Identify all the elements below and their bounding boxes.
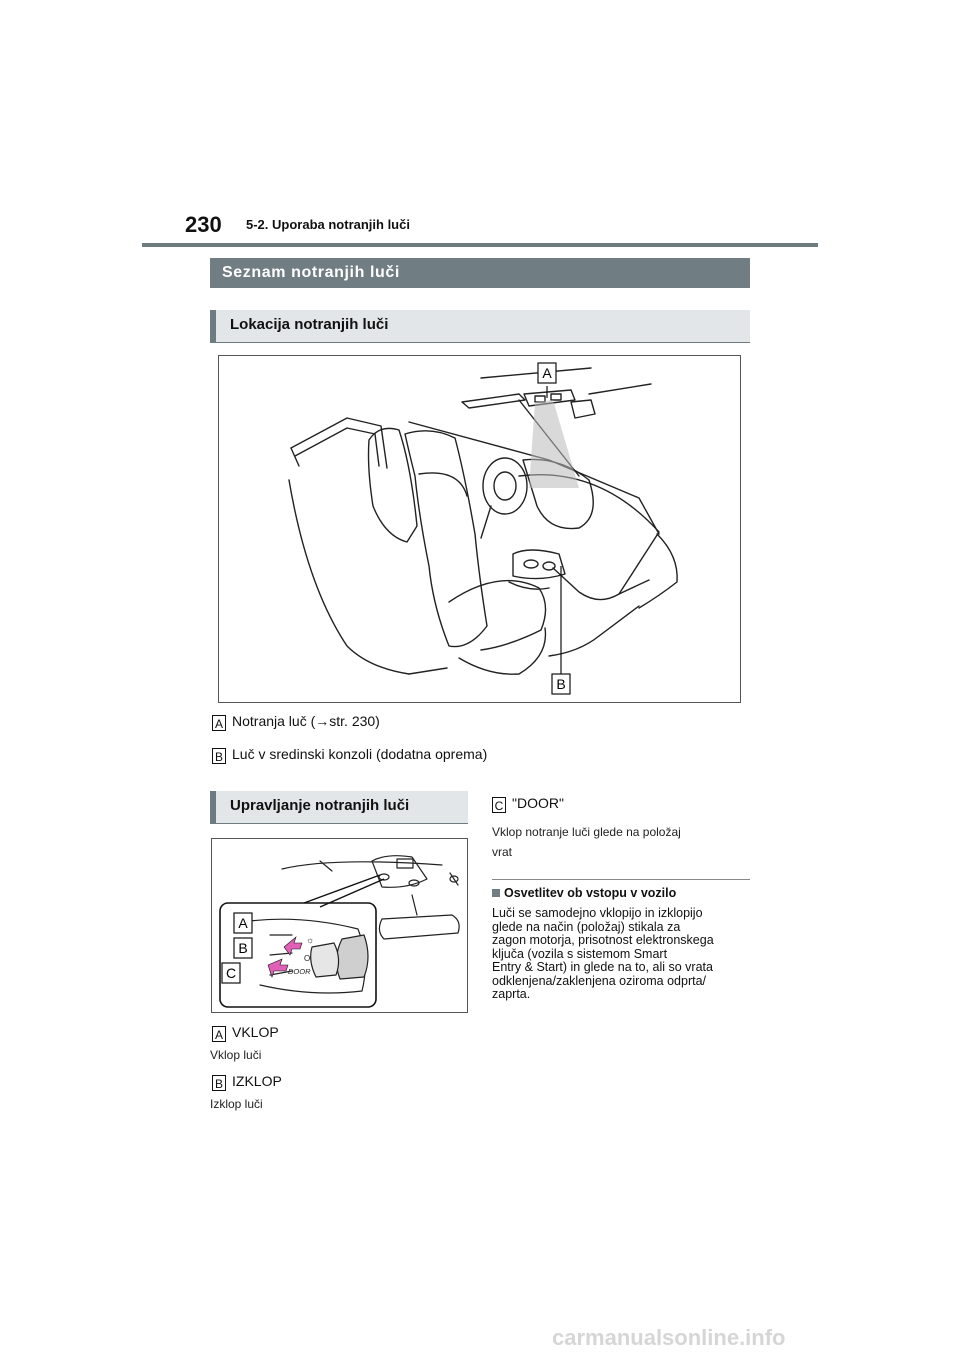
svg-text:☼: ☼ xyxy=(306,935,315,945)
interior-lights-location-figure xyxy=(218,355,741,703)
svg-text:O: O xyxy=(304,954,311,963)
note-title xyxy=(492,886,676,900)
item-door-label: "DOOR" xyxy=(512,795,564,811)
item-door-desc-1: Vklop notranje luči glede na položaj xyxy=(492,825,681,839)
note-line: odklenjena/zaklenjena oziroma odprta/ xyxy=(492,973,707,988)
legend-badge-a: A xyxy=(212,715,226,731)
switch-callout-b-label: B xyxy=(238,940,248,956)
switch-callout-c xyxy=(222,963,240,983)
page-number: 230 xyxy=(185,212,222,237)
door-switch-label: DOOR xyxy=(288,967,311,976)
header-rule xyxy=(142,243,818,247)
item-door-desc-2: vrat xyxy=(492,845,513,859)
item-vklop-desc: Vklop luči xyxy=(210,1048,262,1062)
main-title-banner: Seznam notranjih luči xyxy=(210,258,750,288)
legend-item-a xyxy=(212,713,380,731)
callout-a xyxy=(538,363,556,383)
item-izklop-label: IZKLOP xyxy=(232,1073,282,1089)
item-vklop-label: VKLOP xyxy=(232,1024,279,1040)
section-path: 5-2. Uporaba notranjih luči xyxy=(246,217,410,232)
note-body xyxy=(492,907,752,1002)
note-line: Entry & Start) in glede na to, ali so vrata xyxy=(492,960,713,974)
location-heading: Lokacija notranjih luči xyxy=(210,310,750,342)
light-switch-figure xyxy=(211,838,468,1013)
control-heading-underline xyxy=(210,823,468,824)
overhead-switch-illustration xyxy=(212,839,467,1012)
note-line: glede na način (položaj) stikala za xyxy=(492,919,681,934)
note-divider xyxy=(492,879,750,880)
item-izklop xyxy=(212,1073,282,1091)
switch-callout-b xyxy=(234,938,252,958)
callout-b-label: B xyxy=(556,676,566,692)
car-interior-illustration xyxy=(219,356,740,702)
note-line: Luči se samodejno vklopijo in izklopijo xyxy=(492,906,703,920)
switch-callout-c-label: C xyxy=(225,965,237,981)
callout-a-label: A xyxy=(542,365,552,381)
legend-item-b xyxy=(212,746,487,764)
switch-callout-a xyxy=(234,913,252,933)
control-heading: Upravljanje notranjih luči xyxy=(210,791,468,823)
item-door xyxy=(492,795,564,813)
legend-text-a: Notranja luč (→str. 230) xyxy=(232,713,380,729)
switch-callout-a-label: A xyxy=(238,915,248,931)
item-vklop-badge: A xyxy=(212,1026,226,1042)
note-line: ključa (vozila s sistemom Smart xyxy=(492,946,668,961)
item-izklop-desc: Izklop luči xyxy=(210,1097,263,1111)
callout-b xyxy=(552,674,570,694)
location-heading-underline xyxy=(210,342,750,343)
item-izklop-badge: B xyxy=(212,1075,226,1091)
item-door-badge: C xyxy=(492,797,506,813)
note-square-icon xyxy=(492,889,500,897)
note-title-text: Osvetlitev ob vstopu v vozilo xyxy=(504,886,677,900)
note-line: zagon motorja, prisotnost elektronskega xyxy=(492,933,714,947)
watermark: carmanualsonline.info xyxy=(552,1325,786,1350)
item-vklop xyxy=(212,1024,279,1042)
legend-text-b: Luč v sredinski konzoli (dodatna oprema) xyxy=(232,746,488,762)
note-line: zaprta. xyxy=(492,987,531,1001)
light-cone xyxy=(529,400,579,488)
legend-badge-b: B xyxy=(212,748,226,764)
